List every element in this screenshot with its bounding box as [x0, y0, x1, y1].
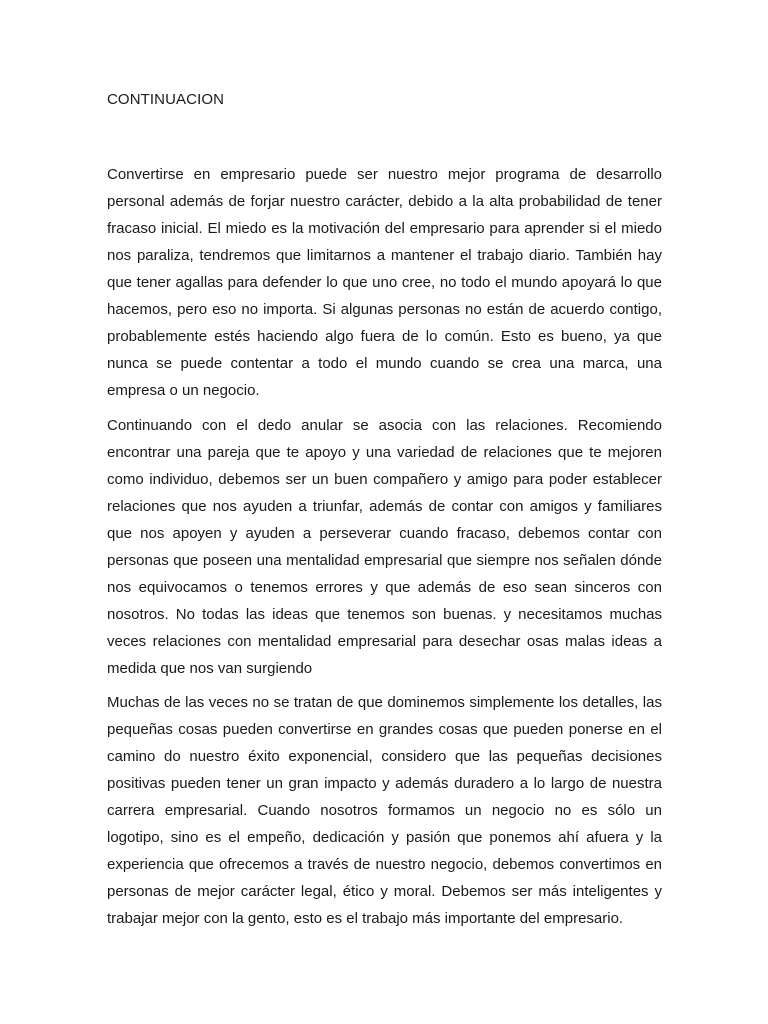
paragraph-1: Convertirse en empresario puede ser nuestro mejor programa de desarrollo personal además de forjar nuestro carácter, debido a la alta probabilidad de tener fracaso inicial. El miedo es la motivación del empresario para aprender si el miedo nos paraliza, tendremos que limitarnos a mantener el trabajo diario. También hay que tener agallas para defender lo que uno cree, no todo el mundo apoyará lo que hacemos, pero eso no importa. Si algunas personas no están de acuerdo contigo, probablemente estés haciendo algo fuera de lo común. Esto es bueno, ya que nunca se puede contentar a todo el mundo cuando se crea una marca, una empresa o un negocio. [107, 166, 662, 399]
paragraph-2: Continuando con el dedo anular se asocia con las relaciones. Recomiendo encontrar una pareja que te apoyo y una variedad de relaciones que te mejoren como individuo, debemos ser un buen compañero y amigo para poder establecer relaciones que nos ayuden a triunfar, además de contar con amigos y familiares que nos apoyen y ayuden a perseverar cuando fracaso, debemos contar con personas que poseen una mentalidad empresarial que siempre nos señalen dónde nos equivocamos o tenemos errores y que además de eso sean sinceros con nosotros. No todas las ideas que tenemos son buenas. y necesitamos muchas veces relaciones con mentalidad empresarial para desechar osas malas ideas a medida que nos van surgiendo [107, 417, 662, 677]
document-title: CONTINUACION [107, 91, 225, 108]
paragraph-3: Muchas de las veces no se tratan de que dominemos simplemente los detalles, las pequeñas cosas pueden convertirse en grandes cosas que pueden ponerse en el camino do nuestro éxito exponencial, considero que las pequeñas decisiones positivas pueden tener un gran impacto y además duradero a lo largo de nuestra carrera empresarial. Cuando nosotros formamos un negocio no es sólo un logotipo, sino es el empeño, dedicación y pasión que ponemos ahí afuera y la experiencia que ofrecemos a través de nuestro negocio, debemos convertimos en personas de mejor carácter legal, ético y moral. Debemos ser más inteligentes y trabajar mejor con la gento, esto es el trabajo más importante del empresario. [107, 694, 662, 927]
